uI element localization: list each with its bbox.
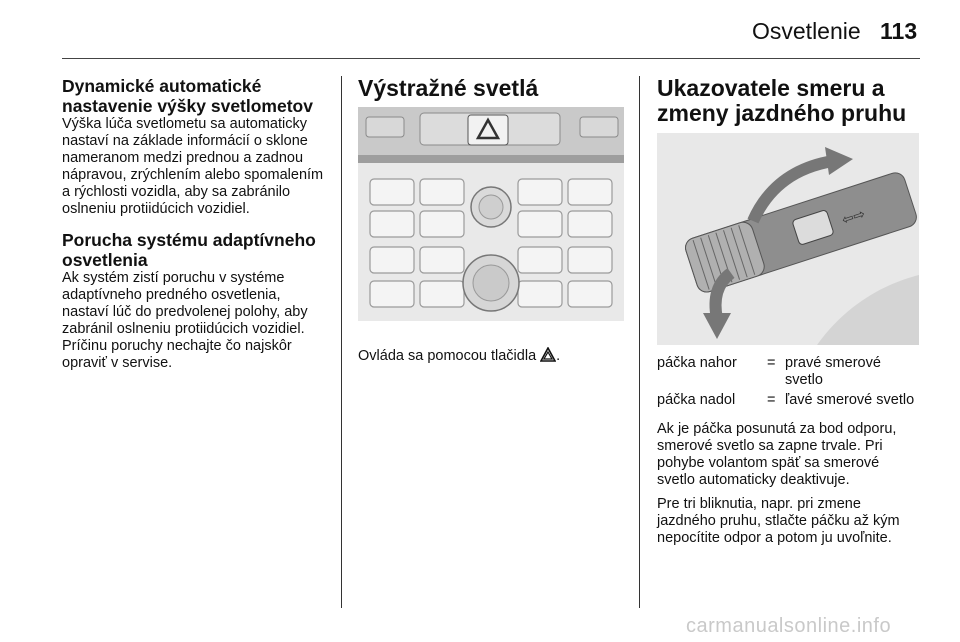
warning-triangle-icon xyxy=(540,347,556,367)
section-heading-headlight-leveling: Dynamické automatické nastavenie výšky svetlometov xyxy=(62,76,313,116)
page-number: 113 xyxy=(880,18,918,44)
turn-signal-lever-drawing xyxy=(657,133,919,345)
definition-value: pravé smerové svetlo xyxy=(785,355,881,388)
section-body-headlight-leveling: Výška lúča svetlometu sa automaticky nastaví na základe informácií o sklone nameranom medzi prednou a zadnou nápravou, zrýchlením alebo spomalením a rýchlosti vozidla, aby sa zabránilo oslneniu protiidúcich vozidiel. xyxy=(62,116,324,217)
definition-term: páčka nahor xyxy=(657,355,737,371)
definition-row xyxy=(657,392,921,409)
column-divider-2 xyxy=(639,76,640,608)
turn-signal-lever-illustration xyxy=(657,133,919,345)
left-column xyxy=(62,76,330,372)
hazard-button-illustration xyxy=(358,107,624,321)
header-rule xyxy=(62,58,920,59)
definition-value: ľavé smerové svetlo xyxy=(785,392,915,408)
right-column xyxy=(657,76,921,547)
definition-equals: = xyxy=(767,392,776,408)
definition-term: páčka nadol xyxy=(657,392,736,408)
section-body-afl-fault: Ak systém zistí poruchu v systéme adaptívneho predného osvetlenia, nastaví lúč do predvolenej polohy, aby zabránil oslneniu protiidúcich vozidiel. Príčinu poruchy nechajte čo najskôr opraviť v servise. xyxy=(62,270,308,371)
signal-definitions xyxy=(657,355,921,409)
definition-row xyxy=(657,355,921,389)
column-divider-1 xyxy=(341,76,342,608)
page-header xyxy=(0,0,960,60)
hazard-caption xyxy=(358,347,624,367)
turn-signal-paragraph-1: Ak je páčka posunutá za bod odporu, smerové svetlo sa zapne trvale. Pri pohybe volantom späť sa smerové svetlo automaticky deaktivuje. xyxy=(657,421,897,488)
section-heading-afl-fault: Porucha systému adaptívneho osvetlenia xyxy=(62,230,316,270)
section-heading-hazard-lights: Výstražné svetlá xyxy=(358,75,539,101)
middle-column xyxy=(358,76,624,367)
hazard-caption-end: . xyxy=(556,348,561,364)
section-heading-turn-signals: Ukazovatele smeru a zmeny jazdného pruhu xyxy=(657,75,907,126)
turn-signal-paragraph-2: Pre tri bliknutia, napr. pri zmene jazdného pruhu, stlačte páčku až kým nepocítite odpor a potom ju uvoľnite. xyxy=(657,496,900,546)
center-console-drawing xyxy=(358,107,624,321)
watermark: carmanualsonline.info xyxy=(686,615,892,637)
svg-text:⇦⇨: ⇦⇨ xyxy=(839,206,868,229)
page-title: Osvetlenie xyxy=(752,18,861,44)
definition-equals: = xyxy=(767,355,776,371)
hazard-caption-text: Ovláda sa pomocou tlačidla xyxy=(358,348,537,364)
